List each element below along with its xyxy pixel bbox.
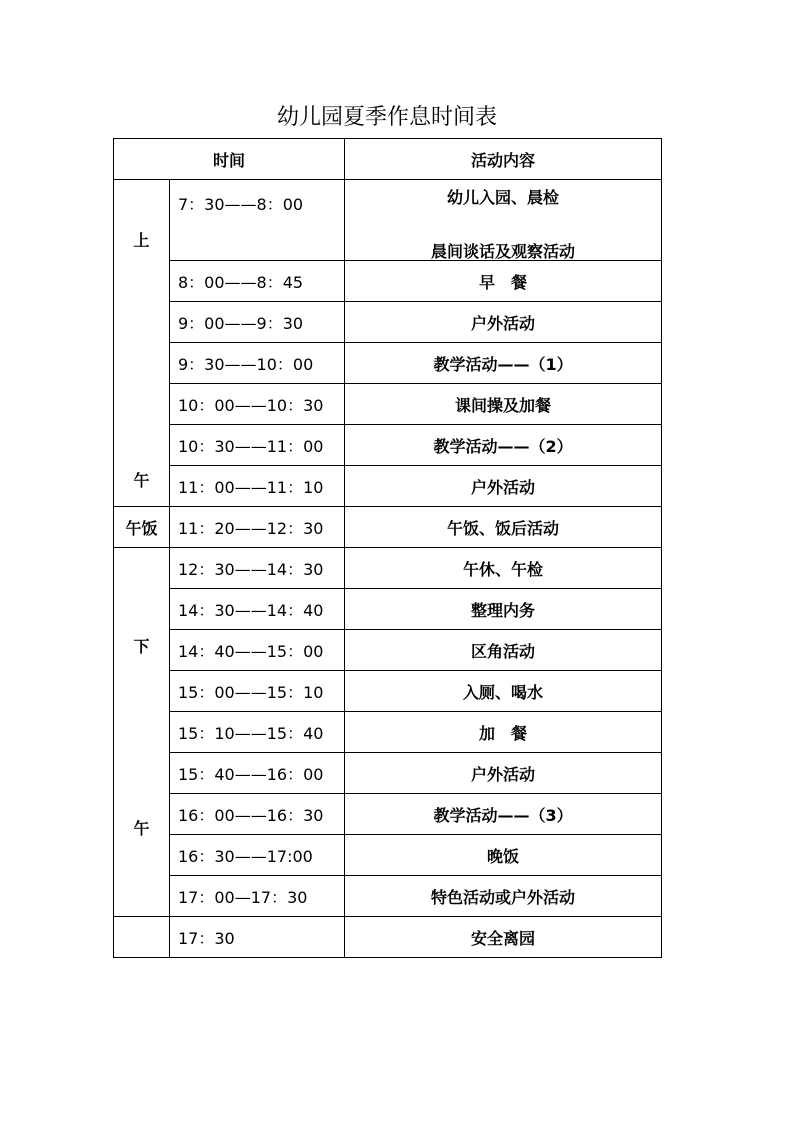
activity-line: 晨间谈话及观察活动 — [431, 242, 576, 261]
activity-cell — [345, 180, 662, 261]
time-cell: 17：00—17：30 — [170, 876, 345, 917]
time-cell: 15：10——15：40 — [170, 712, 345, 753]
period-morning — [114, 180, 170, 507]
table-row — [114, 180, 662, 261]
activity-cell: 户外活动 — [345, 302, 662, 343]
table-row — [114, 261, 662, 302]
header-time: 时间 — [114, 139, 345, 180]
time-cell: 9：30——10：00 — [170, 343, 345, 384]
activity-cell: 午休、午检 — [345, 548, 662, 589]
time-cell: 7：30——8：00 — [170, 180, 345, 261]
activity-cell: 加 餐 — [345, 712, 662, 753]
period-label: 午 — [133, 471, 150, 490]
period-label: 上 — [133, 231, 150, 250]
time-cell: 15：00——15：10 — [170, 671, 345, 712]
table-row — [114, 671, 662, 712]
activity-cell: 户外活动 — [345, 753, 662, 794]
time-cell: 8：00——8：45 — [170, 261, 345, 302]
schedule-table — [113, 138, 662, 958]
activity-cell: 入厕、喝水 — [345, 671, 662, 712]
activity-cell: 午饭、饭后活动 — [345, 507, 662, 548]
activity-cell: 区角活动 — [345, 630, 662, 671]
period-end — [114, 917, 170, 958]
activity-cell: 特色活动或户外活动 — [345, 876, 662, 917]
table-row — [114, 917, 662, 958]
table-row — [114, 876, 662, 917]
activity-cell: 户外活动 — [345, 466, 662, 507]
table-row — [114, 835, 662, 876]
table-row — [114, 794, 662, 835]
time-cell: 16：30——17:00 — [170, 835, 345, 876]
table-row — [114, 630, 662, 671]
activity-cell: 教学活动——（2） — [345, 425, 662, 466]
activity-line: 幼儿入园、晨检 — [447, 188, 560, 207]
table-row — [114, 384, 662, 425]
period-label: 下 — [133, 637, 150, 656]
time-cell: 9：00——9：30 — [170, 302, 345, 343]
time-cell: 14：30——14：40 — [170, 589, 345, 630]
header-activity: 活动内容 — [345, 139, 662, 180]
table-row — [114, 466, 662, 507]
time-cell: 10：00——10：30 — [170, 384, 345, 425]
time-cell: 16：00——16：30 — [170, 794, 345, 835]
time-cell: 11：00——11：10 — [170, 466, 345, 507]
time-cell: 14：40——15：00 — [170, 630, 345, 671]
table-row — [114, 302, 662, 343]
table-row — [114, 343, 662, 384]
activity-cell: 安全离园 — [345, 917, 662, 958]
table-row — [114, 548, 662, 589]
activity-cell: 教学活动——（3） — [345, 794, 662, 835]
time-cell: 17：30 — [170, 917, 345, 958]
table-row — [114, 753, 662, 794]
activity-cell: 课间操及加餐 — [345, 384, 662, 425]
period-label: 午 — [133, 819, 150, 838]
period-lunch: 午饭 — [114, 507, 170, 548]
activity-cell: 早 餐 — [345, 261, 662, 302]
activity-cell: 晚饭 — [345, 835, 662, 876]
table-row — [114, 712, 662, 753]
page-title: 幼儿园夏季作息时间表 — [276, 105, 497, 130]
activity-cell: 整理内务 — [345, 589, 662, 630]
period-afternoon — [114, 548, 170, 917]
table-header-row — [114, 139, 662, 180]
table-row — [114, 425, 662, 466]
time-cell: 12：30——14：30 — [170, 548, 345, 589]
time-cell: 10：30——11：00 — [170, 425, 345, 466]
time-cell: 15：40——16：00 — [170, 753, 345, 794]
table-row — [114, 507, 662, 548]
table-row — [114, 589, 662, 630]
activity-cell: 教学活动——（1） — [345, 343, 662, 384]
time-cell: 11：20——12：30 — [170, 507, 345, 548]
